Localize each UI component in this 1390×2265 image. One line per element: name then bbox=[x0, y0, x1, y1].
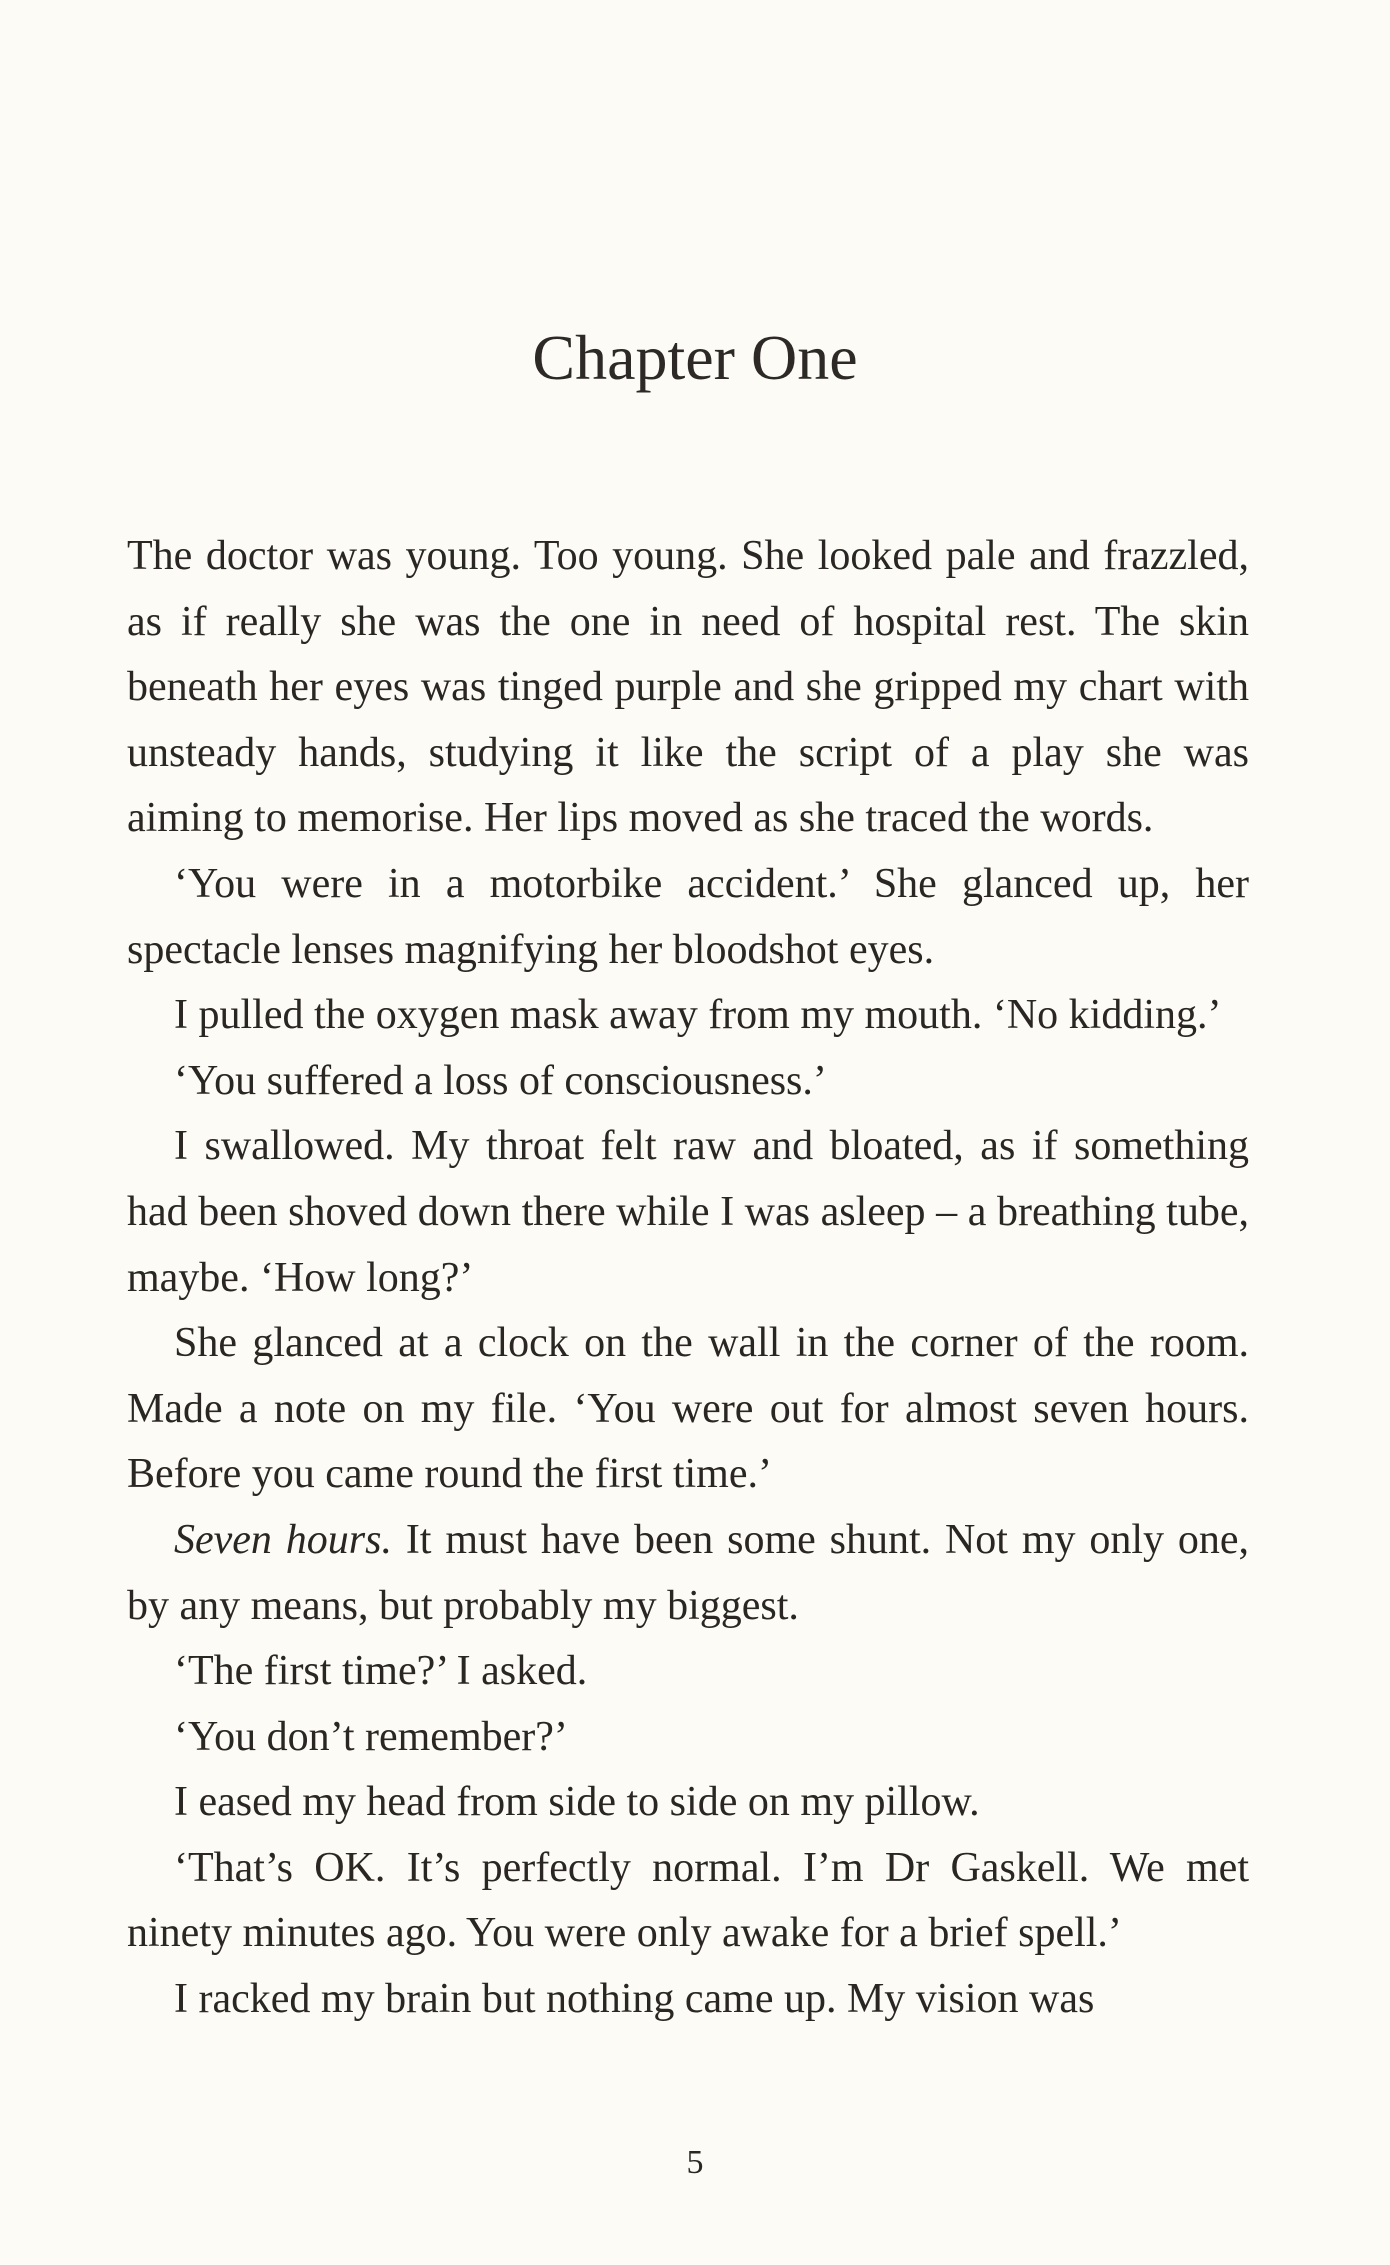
paragraph: I pulled the oxygen mask away from my mouth. ‘No kidding.’ bbox=[174, 992, 1222, 1039]
chapter-title: Chapter One bbox=[532, 322, 858, 393]
paragraph: ‘The first time?’ I asked. bbox=[174, 1648, 588, 1695]
paragraph bbox=[127, 1508, 1249, 1639]
paragraph: I racked my brain but nothing came up. My vision was bbox=[174, 1976, 1095, 2023]
paragraph: ‘You don’t remember?’ bbox=[174, 1713, 568, 1760]
paragraph: She glanced at a clock on the wall in the corner of the room. Made a note on my file. ‘You were out for almost seven hours. Before you came round the first time.’ bbox=[127, 1320, 1249, 1498]
italic-phrase: Seven hours. bbox=[174, 1516, 392, 1563]
paragraph: I swallowed. My throat felt raw and bloated, as if something had been shoved down there while I was asleep – a breathing tube, maybe. ‘How long?’ bbox=[127, 1123, 1249, 1301]
paragraph: The doctor was young. Too young. She looked pale and frazzled, as if really she was the one in need of hospital rest. The skin beneath her eyes was tinged purple and she gripped my chart with unsteady hands, studying it like the script of a play she was aiming to memorise. Her lips moved as she traced the words. bbox=[127, 533, 1249, 842]
page-number: 5 bbox=[686, 2144, 704, 2181]
paragraph: ‘That’s OK. It’s perfectly normal. I’m Dr Gaskell. We met ninety minutes ago. You were only awake for a brief spell.’ bbox=[127, 1844, 1249, 1957]
paragraph: I eased my head from side to side on my pillow. bbox=[174, 1779, 980, 1826]
paragraph: ‘You were in a motorbike accident.’ She glanced up, her spectacle lenses magnifying her bloodshot eyes. bbox=[127, 860, 1249, 973]
paragraph-text: It must have been some shunt. Not my only one, by any means, but probably my biggest. bbox=[127, 1516, 1249, 1629]
paragraph: ‘You suffered a loss of consciousness.’ bbox=[174, 1057, 827, 1104]
chapter-body bbox=[127, 524, 1249, 2033]
